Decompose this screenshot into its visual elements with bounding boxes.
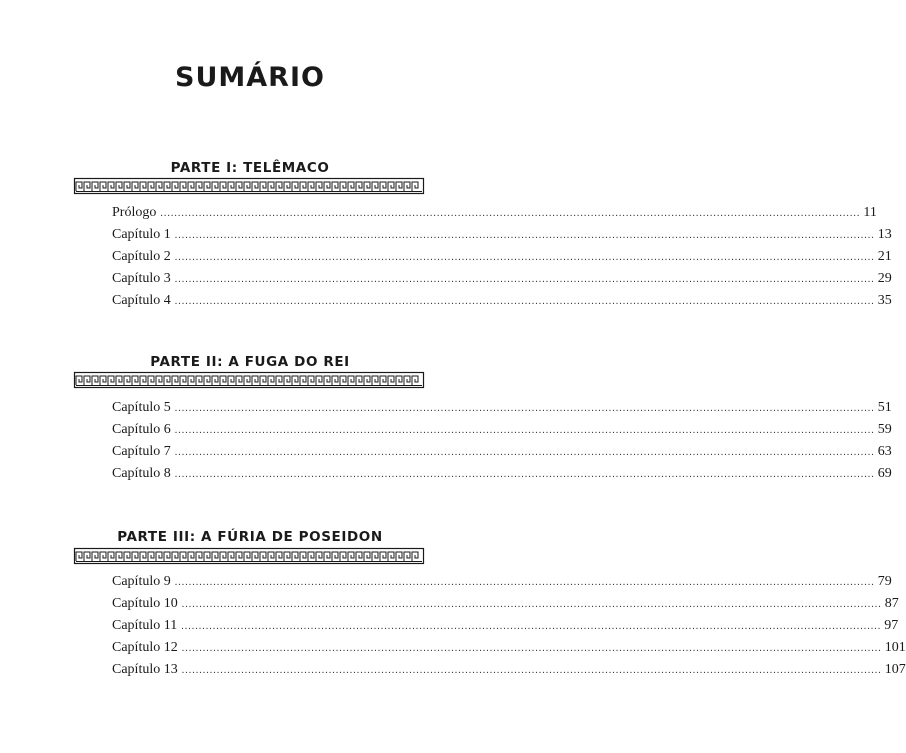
toc-entry-label: Capítulo 1	[112, 227, 171, 242]
toc-entry[interactable]	[112, 397, 892, 419]
dot-leader: ........................................................................................................................................................................................................	[160, 208, 861, 219]
dot-leader: ........................................................................................................................................................................................................	[181, 621, 882, 632]
toc-entry-page: 97	[884, 618, 899, 633]
toc-entry-label: Capítulo 4	[112, 293, 171, 308]
part-heading: PARTE II: A FUGA DO REI	[150, 354, 350, 370]
toc-entry-page: 35	[877, 293, 892, 308]
toc-entry[interactable]	[112, 463, 892, 485]
toc-entry[interactable]	[112, 659, 906, 681]
toc-entry-label: Capítulo 6	[112, 422, 171, 437]
toc-entry-label: Capítulo 7	[112, 444, 171, 459]
part-heading: PARTE III: A FÚRIA DE POSEIDON	[117, 529, 383, 545]
dot-leader: ........................................................................................................................................................................................................	[174, 577, 875, 588]
greek-key-border	[74, 178, 424, 194]
toc-entry-page: 63	[877, 444, 892, 459]
toc-entry[interactable]	[112, 615, 899, 637]
dot-leader: ........................................................................................................................................................................................................	[181, 665, 882, 676]
toc-entry-page: 101	[884, 640, 906, 655]
toc-entry-label: Capítulo 8	[112, 466, 171, 481]
toc-entry[interactable]	[112, 246, 892, 268]
toc-entry-page: 51	[877, 400, 892, 415]
toc-entry[interactable]	[112, 202, 877, 224]
toc-list	[112, 202, 892, 312]
toc-entry-label: Prólogo	[112, 205, 157, 220]
toc-entry-page: 69	[877, 466, 892, 481]
toc-list	[112, 397, 892, 485]
toc-entry-page: 13	[877, 227, 892, 242]
toc-entry-label: Capítulo 2	[112, 249, 171, 264]
dot-leader: ........................................................................................................................................................................................................	[181, 643, 882, 654]
toc-entry-page: 21	[877, 249, 892, 264]
page-title: SUMÁRIO	[175, 62, 325, 93]
dot-leader: ........................................................................................................................................................................................................	[174, 403, 875, 414]
toc-entry[interactable]	[112, 419, 892, 441]
toc-entry-label: Capítulo 10	[112, 596, 178, 611]
dot-leader: ........................................................................................................................................................................................................	[181, 599, 882, 610]
toc-list	[112, 571, 906, 681]
toc-entry-label: Capítulo 12	[112, 640, 178, 655]
greek-key-border	[74, 372, 424, 388]
toc-entry-label: Capítulo 9	[112, 574, 171, 589]
greek-key-border	[74, 548, 424, 564]
dot-leader: ........................................................................................................................................................................................................	[174, 274, 875, 285]
toc-entry[interactable]	[112, 290, 892, 312]
toc-entry-page: 29	[877, 271, 892, 286]
dot-leader: ........................................................................................................................................................................................................	[174, 296, 875, 307]
toc-entry-label: Capítulo 11	[112, 618, 178, 633]
toc-entry-page: 79	[877, 574, 892, 589]
part-2	[0, 352, 892, 481]
part-1	[0, 158, 892, 308]
dot-leader: ........................................................................................................................................................................................................	[174, 425, 875, 436]
dot-leader: ........................................................................................................................................................................................................	[174, 230, 875, 241]
toc-entry-page: 107	[884, 662, 906, 677]
toc-entry-label: Capítulo 3	[112, 271, 171, 286]
dot-leader: ........................................................................................................................................................................................................	[174, 447, 875, 458]
toc-entry-page: 59	[877, 422, 892, 437]
toc-entry[interactable]	[112, 637, 906, 659]
toc-entry[interactable]	[112, 441, 892, 463]
toc-entry[interactable]	[112, 593, 899, 615]
toc-entry[interactable]	[112, 571, 892, 593]
dot-leader: ........................................................................................................................................................................................................	[174, 252, 875, 263]
toc-entry-page: 11	[863, 205, 877, 220]
toc-entry-page: 87	[884, 596, 899, 611]
toc-entry[interactable]	[112, 268, 892, 290]
toc-entry[interactable]	[112, 224, 892, 246]
part-heading: PARTE I: TELÊMACO	[170, 160, 330, 176]
part-3	[0, 527, 906, 677]
dot-leader: ........................................................................................................................................................................................................	[174, 469, 875, 480]
toc-entry-label: Capítulo 13	[112, 662, 178, 677]
toc-entry-label: Capítulo 5	[112, 400, 171, 415]
